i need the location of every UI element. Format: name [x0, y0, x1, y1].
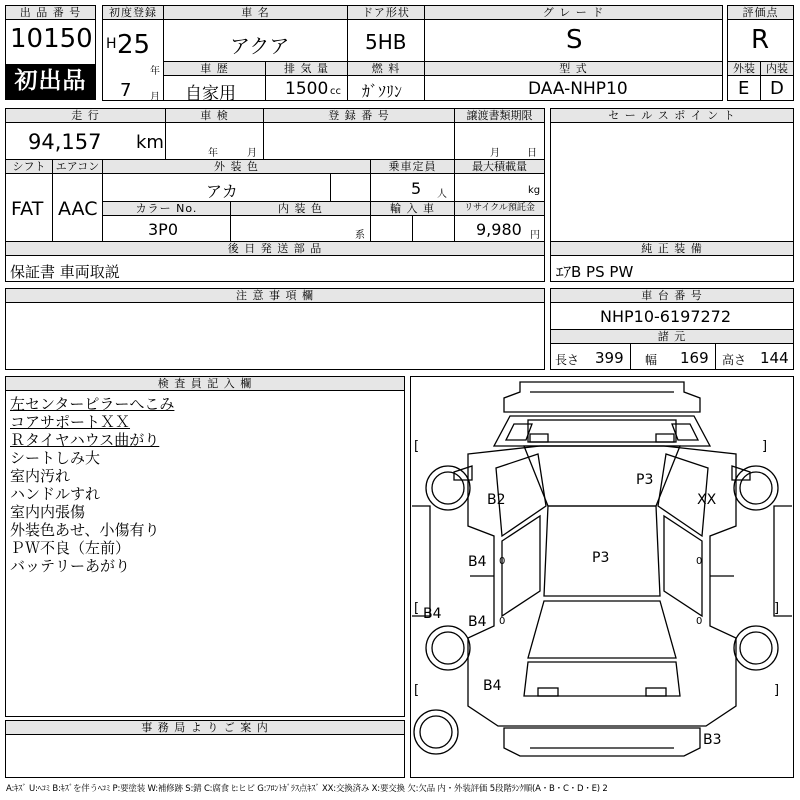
- displacement: 1500: [285, 79, 329, 99]
- lot-number: 10150: [10, 24, 93, 54]
- exterior-label: 外装: [727, 61, 761, 76]
- year: 25: [117, 30, 151, 60]
- capacity-label: 乗車定員: [370, 159, 455, 174]
- lot-label: 出 品 番 号: [5, 5, 96, 20]
- inspection-month-unit: 月: [247, 148, 257, 159]
- shift: FAT: [11, 198, 44, 220]
- ac: AAC: [58, 198, 98, 220]
- inspector-item: ハンドルすれ: [10, 485, 101, 503]
- mark-zero-3: 0: [499, 616, 506, 627]
- fuel-label: 燃 料: [347, 61, 425, 76]
- mark-b2: B2: [487, 492, 506, 508]
- width-label: 幅: [645, 353, 658, 367]
- inspector-item: ＰＷ不良（左前）: [10, 539, 131, 557]
- reg-no-label: 登 録 番 号: [263, 108, 455, 123]
- first-listing-badge: 初出品: [6, 64, 95, 99]
- mark-xx: XX: [697, 492, 717, 508]
- inspector-item: Ｒタイヤハウス曲がり: [10, 431, 160, 449]
- chassis-label: 車 台 番 号: [550, 288, 794, 303]
- bracket-left-rear: [: [414, 683, 420, 698]
- chassis-value: NHP10-6197272: [600, 307, 732, 326]
- later-parts-value: 保証書 車両取説: [10, 263, 120, 281]
- door-label: ドア形状: [347, 5, 425, 20]
- door-type: 5HB: [365, 30, 407, 54]
- dims-label: 諸 元: [550, 329, 794, 344]
- int-color-label: 内 装 色: [230, 201, 371, 216]
- grade: S: [566, 25, 583, 55]
- notes-label: 注 意 事 項 欄: [5, 288, 545, 303]
- mark-zero-1: 0: [499, 556, 506, 567]
- mileage-value: 94,157: [28, 130, 102, 154]
- first-reg-label: 初度登録: [102, 5, 164, 20]
- inspector-item: 外装色あせ、小傷有り: [10, 521, 160, 539]
- mark-zero-2: 0: [696, 556, 703, 567]
- ext-color: アカ: [206, 182, 238, 201]
- inspector-item: 室内内張傷: [10, 503, 86, 521]
- inspector-list: [10, 395, 174, 575]
- recycle-unit: 円: [530, 230, 540, 241]
- score: R: [751, 25, 770, 55]
- grade-label: グ レ ー ド: [424, 5, 723, 20]
- mileage-label: 走 行: [5, 108, 166, 123]
- bracket-right-front: ]: [762, 439, 768, 454]
- interior-label: 内装: [760, 61, 794, 76]
- capacity: 5: [411, 179, 422, 198]
- bracket-left-mid: [: [414, 601, 420, 616]
- inspector-item: バッテリーあがり: [10, 557, 131, 575]
- displacement-unit: cc: [330, 86, 341, 97]
- bracket-left-front: [: [414, 439, 420, 454]
- genuine-value: ｴｱB PS PW: [556, 263, 634, 281]
- color-no-label: カラー No.: [102, 201, 231, 216]
- recycle-label: リサイクル預託金: [454, 201, 545, 216]
- sales-points-label: セ ー ル ス ポ イ ン ト: [550, 108, 794, 123]
- year-unit: 年: [150, 66, 160, 77]
- inspection-label: 車 検: [165, 108, 264, 123]
- genuine-label: 純 正 装 備: [550, 241, 794, 256]
- int-color-suffix: 系: [355, 230, 365, 241]
- height-label: 高さ: [722, 353, 747, 367]
- mark-b4-upper: B4: [468, 554, 487, 570]
- height: 144: [760, 349, 789, 367]
- transfer-label: 譲渡書類期限: [454, 108, 545, 123]
- ext-color-label: 外 装 色: [102, 159, 371, 174]
- transfer-day-unit: 日: [527, 148, 537, 159]
- bracket-right-mid: ]: [774, 601, 780, 616]
- max-load-unit: kg: [528, 185, 541, 196]
- fuel: ｶﾞｿﾘﾝ: [362, 82, 403, 101]
- mark-b3: B3: [703, 732, 722, 748]
- length-label: 長さ: [555, 353, 580, 367]
- car-name-label: 車 名: [163, 5, 348, 20]
- score-label: 評価点: [727, 5, 794, 20]
- import-label: 輸 入 車: [370, 201, 455, 216]
- legend: A:ｷｽﾞ U:ﾍｺﾐ B:ｷｽﾞを伴うﾍｺﾐ P:要塗装 W:補修跡 S:錆 C:腐食 ﾋ:ヒビ G:ﾌﾛﾝﾄｶﾞﾗｽ点ｷｽﾞ XX:交換済み X:要交換 欠:欠品 内・外装評価 5段階ﾗﾝｸ順(A・B・C・D・E) 2: [6, 784, 608, 794]
- history: 自家用: [185, 84, 236, 104]
- inspector-item: 室内汚れ: [10, 467, 71, 485]
- capacity-unit: 人: [437, 189, 447, 200]
- exterior-score: E: [738, 78, 750, 99]
- inspection-year-unit: 年: [208, 148, 218, 159]
- ac-label: エアコン: [52, 159, 103, 174]
- max-load-label: 最大積載量: [454, 159, 545, 174]
- inspector-item: シートしみ大: [10, 449, 101, 467]
- mark-p3-center: P3: [592, 550, 610, 566]
- inspector-item: 左センターピラーへこみ: [10, 395, 175, 413]
- displacement-label: 排 気 量: [265, 61, 348, 76]
- era: H: [106, 36, 117, 52]
- interior-score: D: [770, 78, 784, 99]
- inspector-item: コアサポートＸＸ: [10, 413, 131, 431]
- car-name: アクア: [230, 34, 290, 58]
- mark-b4-left: B4: [423, 606, 442, 622]
- month-unit: 月: [150, 92, 160, 103]
- model-code: DAA-NHP10: [528, 79, 628, 99]
- mark-p3-top: P3: [636, 472, 654, 488]
- mark-zero-4: 0: [696, 616, 703, 627]
- mark-b4-mid: B4: [468, 614, 487, 630]
- bracket-right-rear: ]: [774, 683, 780, 698]
- transfer-month-unit: 月: [490, 148, 500, 159]
- history-label: 車 歴: [163, 61, 266, 76]
- model-label: 型 式: [424, 61, 723, 76]
- car-diagram: [410, 376, 794, 778]
- shift-label: シフト: [5, 159, 53, 174]
- recycle-value: 9,980: [476, 220, 522, 239]
- length: 399: [595, 349, 624, 367]
- later-parts-label: 後 日 発 送 部 品: [5, 241, 545, 256]
- color-no: 3P0: [148, 220, 179, 239]
- mileage-unit: km: [136, 132, 164, 153]
- mark-b4-lower: B4: [483, 678, 502, 694]
- office-label: 事 務 局 よ り ご 案 内: [5, 720, 405, 735]
- width: 169: [680, 349, 709, 367]
- inspector-label: 検 査 員 記 入 欄: [5, 376, 405, 391]
- month: 7: [120, 80, 132, 101]
